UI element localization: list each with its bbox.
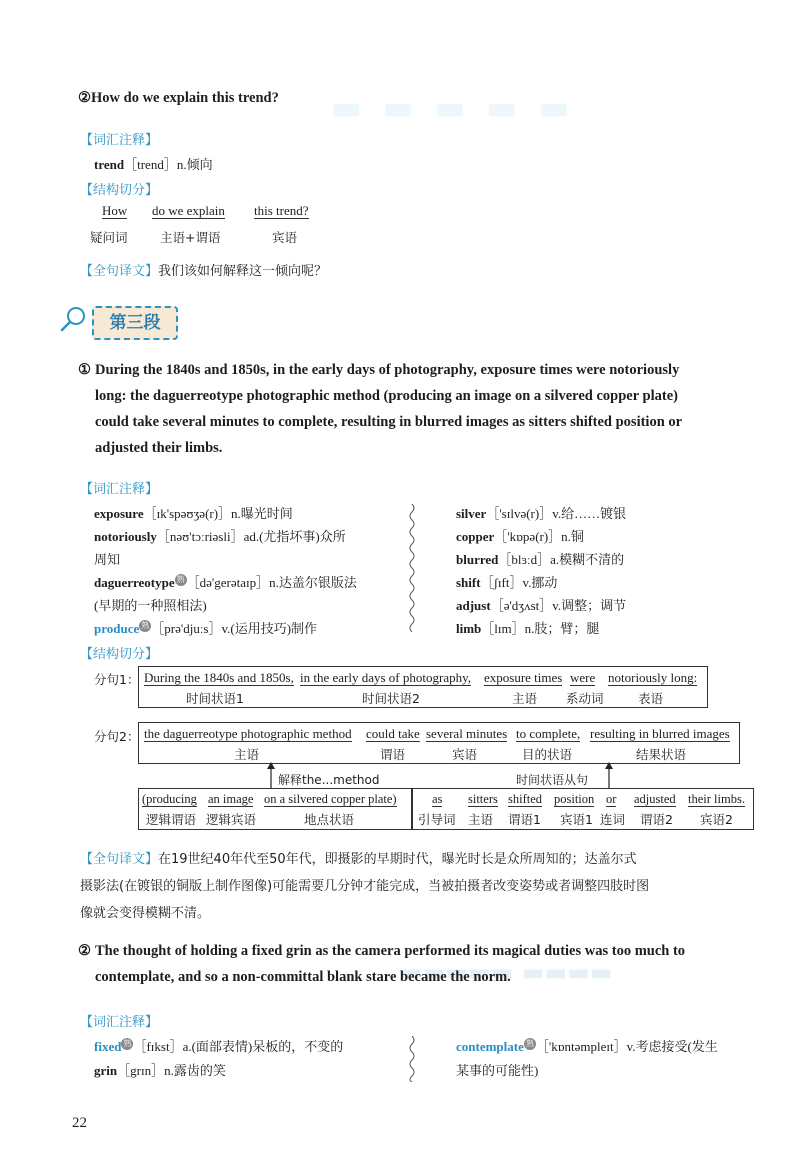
clause-segment: shifted (508, 792, 543, 806)
vocab-entry: copper［'kɒpə(r)］n.铜 (456, 529, 584, 544)
clause-role: 谓语2 (640, 812, 673, 827)
familiar-word-badge: 熟 (176, 574, 185, 584)
segment-label: 宾语 (272, 230, 298, 245)
clause-role: 时间状语1 (186, 691, 244, 706)
familiar-word-badge: 熟 (123, 1038, 132, 1048)
section-title: 第三段 (92, 306, 178, 340)
vocab-entry: 周知 (94, 552, 121, 567)
sentence-2-number: ② (78, 943, 91, 959)
clause-segment: or (606, 792, 617, 806)
vocab-entry-fixed: fixed 熟 ［fɪkst］a.(面部表情)呆板的，不变的 (94, 1038, 344, 1054)
vocab-entry: exposure［ɪk'spəʊʒə(r)］n.曝光时间 (94, 506, 293, 521)
clause-role: 宾语 (452, 747, 478, 762)
sentence-2: The thought of holding a fixed grin as the camera performed its magical duties was too much to contemplate, and so a non-committal blank stare became the norm. (95, 943, 686, 985)
vocab-entry: (早期的一种照相法) (94, 598, 207, 613)
structure-tag: 【结构切分】 (80, 647, 159, 662)
segment-this-trend: this trend? (254, 203, 309, 218)
clause-segment: in the early days of photography, (300, 670, 471, 685)
clause-segment: exposure times (484, 670, 563, 685)
vocab-entry: limb［lɪm］n.肢；臂；腿 (456, 621, 600, 636)
vocab-entry-trend: trend［trend］n.倾向 (94, 157, 213, 172)
vocab-entry: notoriously［nəʊ'tɔːriəsli］ad.(尤指坏事)众所 (94, 529, 346, 544)
vocab-entry-contemplate-cont: 某事的可能性) (456, 1063, 539, 1078)
segment-do-we-explain: do we explain (152, 203, 225, 218)
clause-segment: were (570, 670, 596, 685)
familiar-word-badge: 熟 (141, 620, 150, 630)
vocab-entry: adjust［ə'dʒʌst］v.调整；调节 (456, 598, 627, 613)
clause-segment: the daguerreotype photographic method (144, 726, 352, 741)
clause-role: 主语 (512, 691, 538, 706)
clause-role: 时间状语2 (362, 691, 420, 706)
clause-role: 主语 (234, 747, 260, 762)
explain-label: 解释the...method (278, 773, 380, 787)
vocab-tag: 【词汇注释】 (80, 133, 159, 148)
clause-segment: several minutes (426, 726, 508, 741)
clause-role: 逻辑宾语 (206, 812, 257, 827)
vocab-entry-contemplate: contemplate 熟 ［'kɒntəmpleɪt］v.考虑接受(发生 (456, 1038, 718, 1054)
vocab-entry-grin: grin［grɪn］n.露齿的笑 (94, 1063, 226, 1078)
vocab-entry: silver［'sɪlvə(r)］v.给……镀银 (456, 506, 627, 521)
segment-label: 疑问词 (90, 230, 128, 245)
clause-segment: resulting in blurred images (590, 726, 730, 741)
clause-segment: During the 1840s and 1850s, (144, 670, 294, 685)
clause-segment: adjusted (634, 792, 676, 806)
translation: 【全句译文】在19世纪40年代至50年代，即摄影的早期时代，曝光时长是众所周知的；达盖尔式 摄影法(在镀银的铜版上制作图像)可能需要几分钟才能完成，当被拍摄者改变姿势或者调整四肢时图 像就会变得模糊不清。 (80, 852, 650, 921)
watermark-top: ▬ ▬ ▬ ▬ ▬ (330, 88, 574, 128)
segment-how: How (102, 203, 128, 218)
clause-role: 引导词 (418, 812, 456, 827)
question-sentence: How do we explain this trend? (91, 90, 279, 106)
vocab-entry: shift［ʃɪft］v.挪动 (456, 575, 558, 590)
sentence-1: During the 1840s and 1850s, in the early days of photography, exposure times were notoriously long: the daguerreotype photographic method (producing an image on a silvered copper plate) could take several minutes to complete, resulting in blurred images as sitters shifted position or adjusted their limbs. (95, 362, 683, 456)
clause-role: 表语 (638, 691, 664, 706)
adv-clause-label: 时间状语从句 (516, 773, 589, 787)
clause-segment: (producing (142, 792, 197, 806)
clause-segment: sitters (468, 792, 498, 806)
clause-segment: as (432, 792, 443, 806)
clause-role: 目的状语 (522, 747, 573, 762)
sentence-1-number: ① (78, 362, 91, 378)
clause-1-label: 分句1： (94, 672, 140, 687)
clause-segment: on a silvered copper plate) (264, 792, 397, 806)
clause-role: 系动词 (566, 691, 604, 706)
clause-role: 地点状语 (304, 812, 355, 827)
structure-tag: 【结构切分】 (80, 183, 159, 198)
clause-segment: position (554, 792, 595, 806)
familiar-word-badge: 熟 (525, 1038, 534, 1048)
watermark-bottom: ▬▬▬▬▬ ▬▬▬▬ (400, 958, 613, 986)
question-number: ② (78, 90, 91, 106)
wavy-divider (408, 504, 416, 634)
segment-label: 主语+谓语 (160, 230, 221, 245)
wavy-divider (408, 1036, 416, 1082)
clause-segment: to complete, (516, 726, 581, 741)
magnifier-icon (58, 304, 88, 334)
arrow-up-icon (604, 762, 614, 788)
arrow-up-icon (266, 762, 276, 788)
clause-role: 逻辑谓语 (146, 812, 197, 827)
clause-role: 连词 (600, 812, 626, 827)
clause-role: 结果状语 (636, 747, 687, 762)
clause-role: 主语 (468, 812, 494, 827)
clause-segment: notoriously long: (608, 670, 698, 685)
vocab-entry: daguerreotype 熟 ［də'gerətaɪp］n.达盖尔银版法 (94, 574, 357, 590)
vocab-entry: blurred［blɜːd］a.模糊不清的 (456, 552, 625, 567)
clause-role: 谓语1 (508, 812, 541, 827)
clause-segment: could take (366, 726, 420, 741)
question-2 (78, 90, 279, 107)
translation: 【全句译文】我们该如何解释这一倾向呢？ (80, 264, 328, 279)
clause-role: 宾语1 (560, 812, 593, 827)
vocab-tag: 【词汇注释】 (80, 1015, 159, 1030)
vocab-tag: 【词汇注释】 (80, 482, 159, 497)
page-number: 22 (72, 1115, 87, 1131)
clause-role: 宾语2 (700, 812, 733, 827)
clause-segment: an image (208, 792, 254, 806)
clause-segment: their limbs. (688, 792, 745, 806)
clause-role: 谓语 (380, 747, 406, 762)
clause-2-label: 分句2： (94, 729, 140, 744)
vocab-entry: produce 熟 ［prə'djuːs］v.(运用技巧)制作 (94, 620, 318, 636)
